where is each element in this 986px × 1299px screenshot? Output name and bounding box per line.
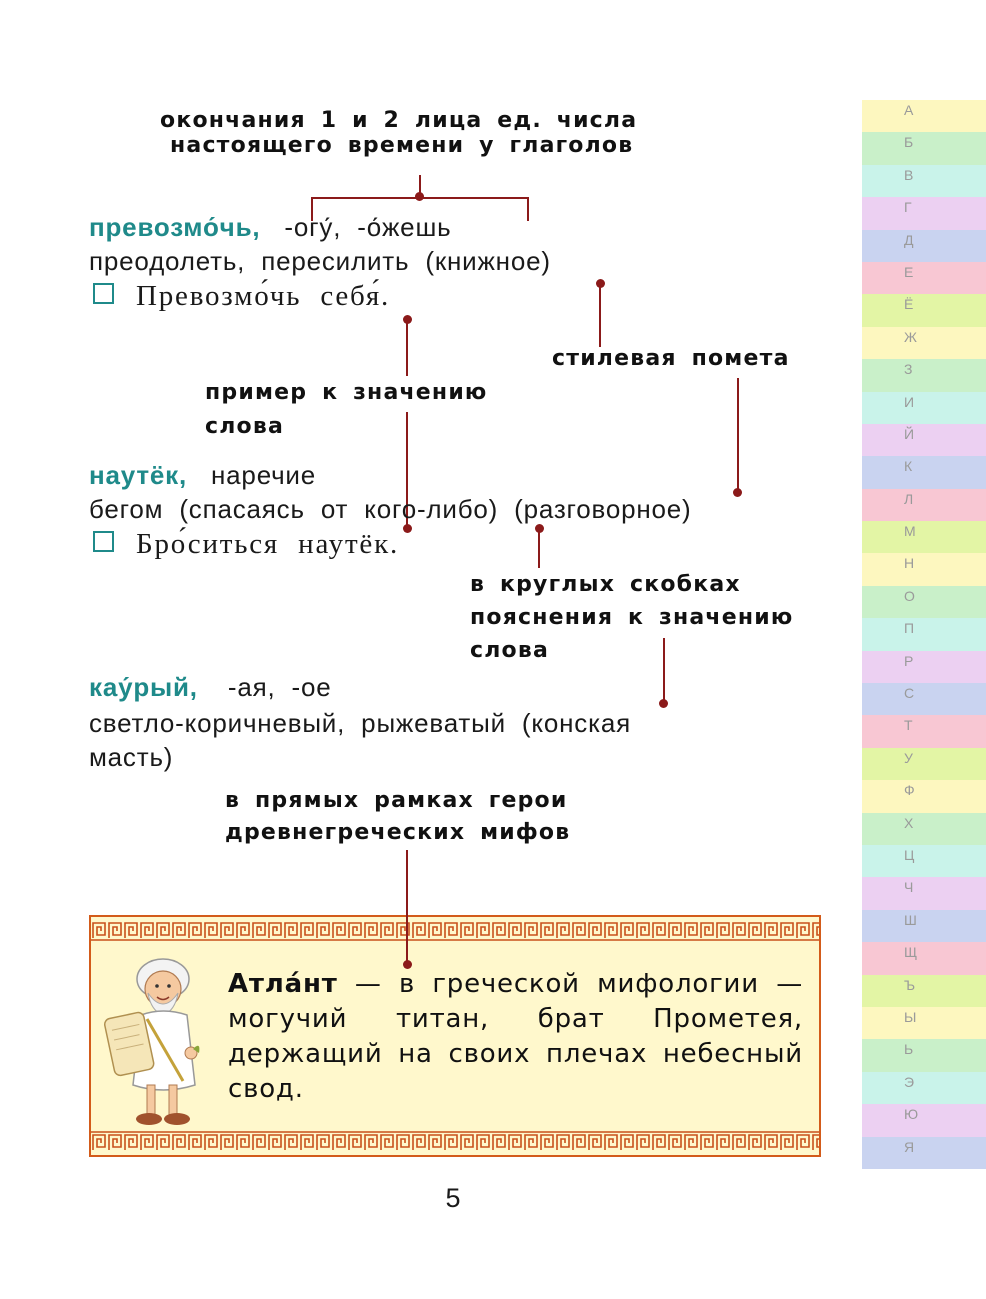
- example-note-line-top: [406, 319, 408, 376]
- part-of-speech: наречие: [211, 460, 317, 490]
- alphabet-tab[interactable]: Н: [862, 553, 986, 585]
- alphabet-tab[interactable]: Т: [862, 715, 986, 747]
- brackets-note-dot-bottom: [659, 699, 668, 708]
- alphabet-tab[interactable]: Й: [862, 424, 986, 456]
- alphabet-tab[interactable]: Ф: [862, 780, 986, 812]
- headword: наутёк,: [89, 460, 187, 490]
- alphabet-tab[interactable]: Я: [862, 1137, 986, 1169]
- alphabet-tab[interactable]: П: [862, 618, 986, 650]
- myth-hero-text: — в греческой мифологии — могучий титан, брат Прометея, держащий на своих плечах небесный свод.: [228, 969, 803, 1104]
- entry-kauryi-definition-line1: светло-коричневый, рыжеватый (конская: [89, 708, 631, 738]
- bracket-dot: [415, 192, 424, 201]
- alphabet-tab[interactable]: Ю: [862, 1104, 986, 1136]
- note-brackets-line3: слова: [470, 638, 550, 663]
- alphabet-tab[interactable]: Ц: [862, 845, 986, 877]
- alphabet-tab[interactable]: Ы: [862, 1007, 986, 1039]
- alphabet-tab[interactable]: Ш: [862, 910, 986, 942]
- entry-prevozmoch-example: [93, 280, 390, 313]
- alphabet-tab[interactable]: Г: [862, 197, 986, 229]
- entry-prevozmoch-head: [89, 210, 451, 244]
- note-example-line1: пример к значению: [205, 380, 488, 405]
- alphabet-tab[interactable]: Ь: [862, 1039, 986, 1071]
- frames-note-line: [406, 850, 408, 964]
- myth-hero-description: [228, 967, 803, 1107]
- entry-prevozmoch-definition: преодолеть, пересилить (книжное): [89, 246, 551, 276]
- alphabet-tab[interactable]: Х: [862, 813, 986, 845]
- grammatical-forms: -огу́, -о́жешь: [284, 212, 452, 242]
- alphabet-tab[interactable]: Щ: [862, 942, 986, 974]
- alphabet-tab[interactable]: Ч: [862, 877, 986, 909]
- note-endings-line2: настоящего времени у глаголов: [170, 133, 634, 158]
- page-number: 5: [445, 1183, 461, 1213]
- brackets-note-line: [538, 528, 540, 568]
- alphabet-tab[interactable]: М: [862, 521, 986, 553]
- entry-nautek-example: [93, 528, 399, 561]
- entry-nautek-definition: бегом (спасаясь от кого-либо) (разговорное): [89, 494, 692, 524]
- alphabet-tab[interactable]: О: [862, 586, 986, 618]
- bracket-right: [527, 197, 529, 221]
- headword: превозмо́чь,: [89, 212, 261, 242]
- alphabet-tab[interactable]: С: [862, 683, 986, 715]
- alphabet-tab[interactable]: Р: [862, 651, 986, 683]
- alphabet-tab[interactable]: Ж: [862, 327, 986, 359]
- note-frames-line2: древнегреческих мифов: [225, 820, 571, 845]
- example-text: Превозмо́чь себя́.: [136, 280, 391, 312]
- note-brackets-line2: пояснения к значению: [470, 605, 794, 630]
- frames-note-dot: [403, 960, 412, 969]
- style-mark-line-bottom: [737, 378, 739, 491]
- alphabet-tab[interactable]: У: [862, 748, 986, 780]
- meander-border-top: [91, 919, 819, 941]
- meander-border-bottom: [91, 1131, 819, 1153]
- entry-kauryi-head: [89, 670, 331, 704]
- note-endings-line1: окончания 1 и 2 лица ед. числа: [160, 108, 638, 133]
- entry-kauryi-definition-line2: масть): [89, 742, 174, 772]
- note-example-line2: слова: [205, 414, 285, 439]
- ancient-greek-scholar-icon: [103, 953, 213, 1133]
- alphabet-tab[interactable]: К: [862, 456, 986, 488]
- alphabet-index-strip: [862, 100, 986, 1169]
- example-text: Бро́ситься наутёк.: [136, 528, 400, 560]
- entry-nautek-head: [89, 458, 316, 492]
- example-square-icon: [93, 283, 114, 304]
- note-frames-line1: в прямых рамках герои: [225, 788, 568, 813]
- alphabet-tab[interactable]: В: [862, 165, 986, 197]
- example-square-icon: [93, 531, 114, 552]
- style-mark-dot-bottom: [733, 488, 742, 497]
- alphabet-tab[interactable]: Б: [862, 132, 986, 164]
- alphabet-tab[interactable]: Л: [862, 489, 986, 521]
- alphabet-tab[interactable]: Д: [862, 230, 986, 262]
- myth-hero-term: Атла́нт: [228, 969, 338, 999]
- alphabet-tab[interactable]: А: [862, 100, 986, 132]
- alphabet-tab[interactable]: Е: [862, 262, 986, 294]
- alphabet-tab[interactable]: Ъ: [862, 975, 986, 1007]
- note-brackets-line1: в круглых скобках: [470, 572, 741, 597]
- alphabet-tab[interactable]: З: [862, 359, 986, 391]
- alphabet-tab[interactable]: Э: [862, 1072, 986, 1104]
- note-style-mark: стилевая помета: [552, 346, 790, 371]
- style-mark-line-top: [599, 283, 601, 347]
- alphabet-tab[interactable]: Ё: [862, 294, 986, 326]
- grammatical-forms: -ая, -ое: [227, 672, 332, 702]
- headword: кау́рый,: [89, 672, 198, 702]
- alphabet-tab[interactable]: И: [862, 392, 986, 424]
- brackets-note-line-bottom: [663, 638, 665, 702]
- myth-hero-box: [89, 915, 821, 1157]
